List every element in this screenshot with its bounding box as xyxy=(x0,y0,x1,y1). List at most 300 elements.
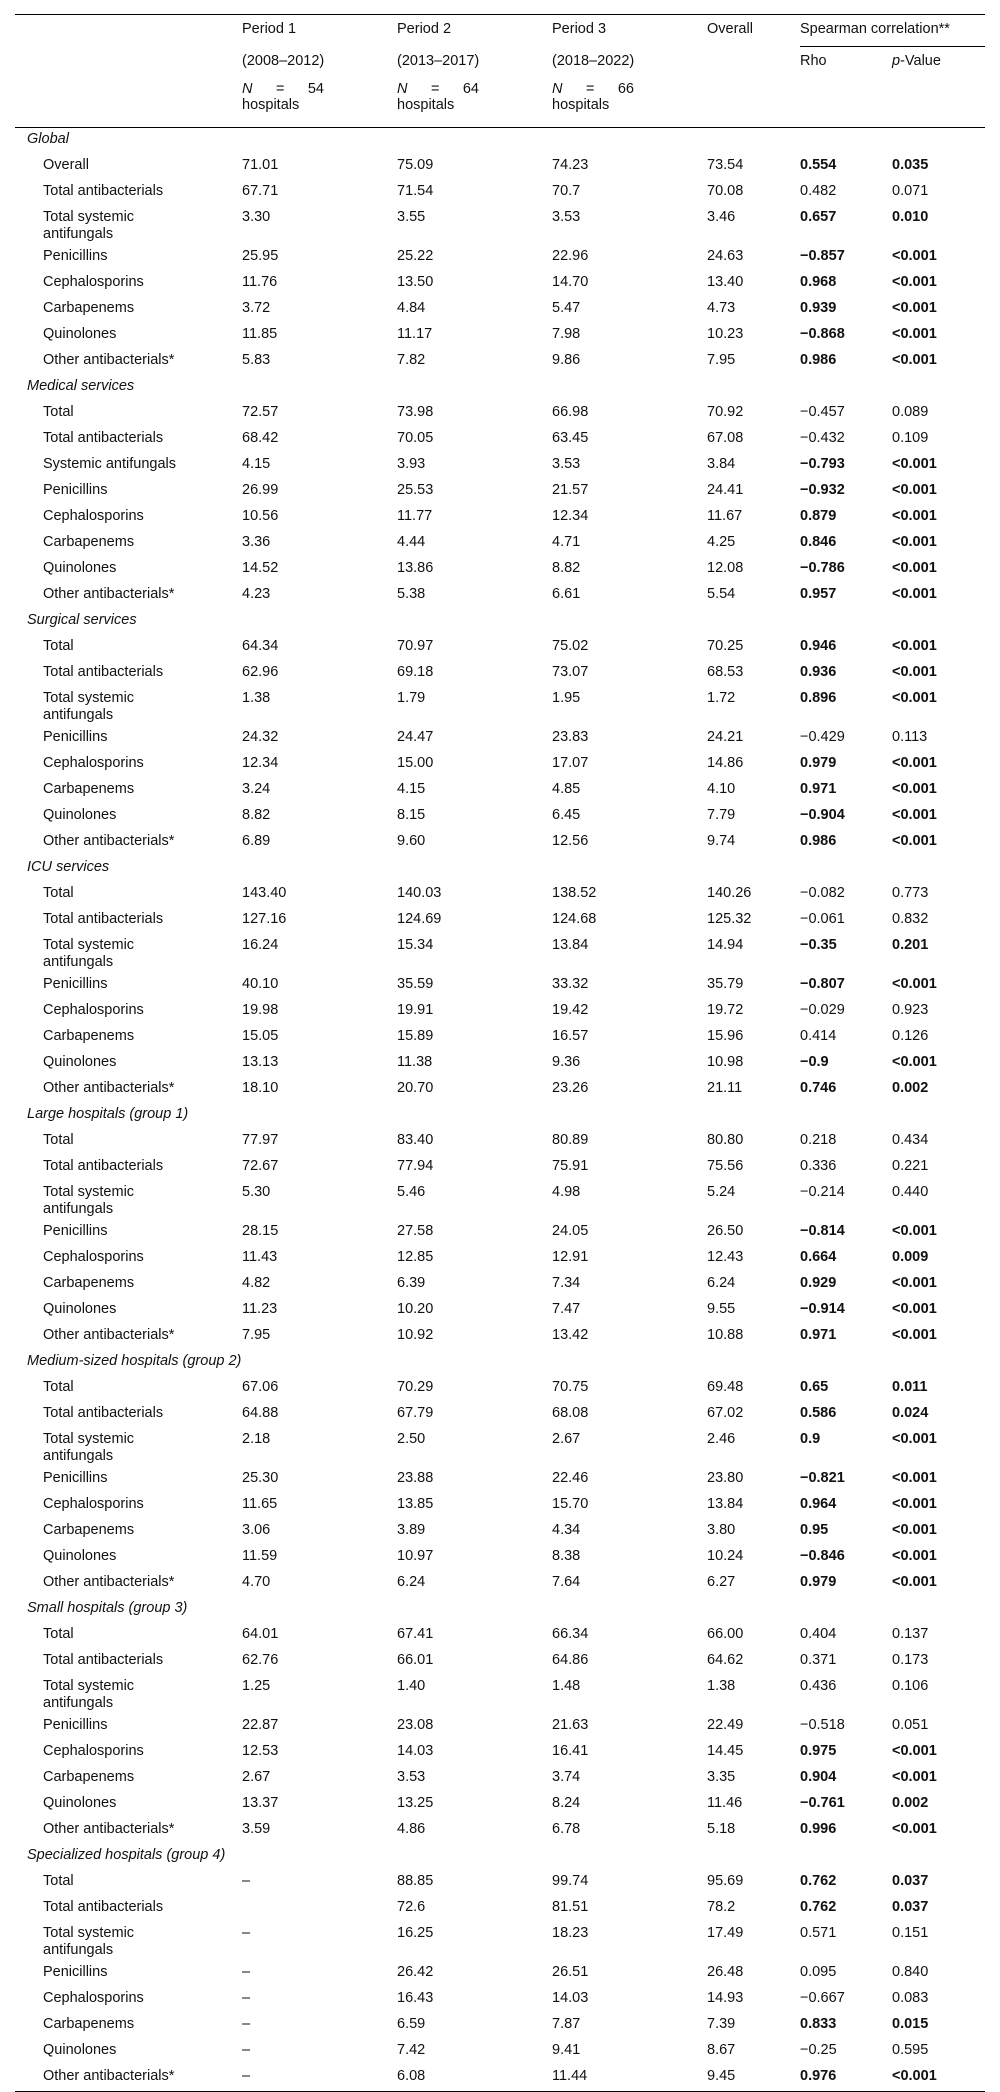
section-header-small-hospitals-group-3 xyxy=(15,1597,985,1623)
period-3-value: 68.08 xyxy=(552,1405,589,1421)
p-value: <0.001 xyxy=(892,274,937,290)
row-label: Cephalosporins xyxy=(43,274,144,290)
period-1-years: (2008–2012) xyxy=(242,52,325,69)
row-label: Cephalosporins xyxy=(43,1743,144,1759)
period-2-value: 77.94 xyxy=(397,1158,434,1174)
period-1-value: 14.52 xyxy=(242,560,279,576)
period-1-value: 72.67 xyxy=(242,1158,279,1174)
p-value: 0.151 xyxy=(892,1925,929,1941)
p-value: 0.440 xyxy=(892,1184,929,1200)
period-3-value: 124.68 xyxy=(552,911,597,927)
section-header-medium-sized-hospitals-group-2 xyxy=(15,1350,985,1376)
p-value: <0.001 xyxy=(892,1327,937,1343)
period-3-value: 9.36 xyxy=(552,1054,581,1070)
row-label: Quinolones xyxy=(43,560,117,576)
overall-value: 14.86 xyxy=(707,755,744,771)
period-2-value: 66.01 xyxy=(397,1652,434,1668)
period-1-value: 8.82 xyxy=(242,807,271,823)
rho-value: 0.957 xyxy=(800,586,837,602)
table-row xyxy=(15,1402,985,1428)
p-value: 0.137 xyxy=(892,1626,929,1642)
period-1-value: 11.23 xyxy=(242,1301,278,1317)
period-1-value: 25.30 xyxy=(242,1470,279,1486)
overall-value: 3.46 xyxy=(707,209,736,225)
overall-value: 95.69 xyxy=(707,1873,744,1889)
p-value: 0.011 xyxy=(892,1379,928,1395)
period-1-value: – xyxy=(242,1925,251,1941)
table-row xyxy=(15,2013,985,2039)
period-1-value: 4.23 xyxy=(242,586,271,602)
rho-value: 0.975 xyxy=(800,1743,837,1759)
row-label: Carbapenems xyxy=(43,1769,135,1785)
p-value: <0.001 xyxy=(892,976,937,992)
period-1-value: 3.72 xyxy=(242,300,271,316)
row-label: Total systemic antifungals xyxy=(43,690,135,723)
p-value: <0.001 xyxy=(892,2065,985,2092)
period-3-value: 23.26 xyxy=(552,1080,589,1096)
period-2-value: 27.58 xyxy=(397,1223,434,1239)
rho-value: −0.761 xyxy=(800,1795,845,1811)
p-value: <0.001 xyxy=(892,1431,937,1447)
table-row xyxy=(15,1129,985,1155)
period-3-value: 138.52 xyxy=(552,885,597,901)
p-value: <0.001 xyxy=(892,534,937,550)
p-value: <0.001 xyxy=(892,807,937,823)
period-1-value: 25.95 xyxy=(242,248,279,264)
section-title: Specialized hospitals (group 4) xyxy=(27,1847,226,1863)
period-1-value: 77.97 xyxy=(242,1132,279,1148)
p-value: <0.001 xyxy=(892,1470,937,1486)
spearman-header: Spearman correlation** xyxy=(800,15,985,47)
period-2-value: 14.03 xyxy=(397,1743,434,1759)
p-value: <0.001 xyxy=(892,833,937,849)
row-label: Other antibacterials* xyxy=(43,1574,175,1590)
rho-value: 0.657 xyxy=(800,209,837,225)
rho-value: 0.762 xyxy=(800,1899,837,1915)
overall-value: 26.50 xyxy=(707,1223,744,1239)
period-1-label: Period 1 xyxy=(242,15,397,47)
period-2-value: 20.70 xyxy=(397,1080,434,1096)
rho-value: 0.095 xyxy=(800,1964,837,1980)
row-label: Quinolones xyxy=(43,1054,117,1070)
period-1-value: 68.42 xyxy=(242,430,279,446)
overall-value: 4.73 xyxy=(707,300,736,316)
p-value: 0.201 xyxy=(892,937,929,953)
overall-value: 13.84 xyxy=(707,1496,744,1512)
row-label: Cephalosporins xyxy=(43,508,144,524)
period-1-value: 4.82 xyxy=(242,1275,271,1291)
period-2-value: 75.09 xyxy=(397,157,434,173)
row-label: Total antibacterials xyxy=(43,183,164,199)
section-header-large-hospitals-group-1 xyxy=(15,1103,985,1129)
rho-value: 0.336 xyxy=(800,1158,837,1174)
p-value: 0.109 xyxy=(892,430,929,446)
overall-value: 5.54 xyxy=(707,586,736,602)
row-label: Total antibacterials xyxy=(43,430,164,446)
period-3-value: 6.61 xyxy=(552,586,581,602)
row-label: Carbapenems xyxy=(43,534,135,550)
table-row xyxy=(15,1987,985,2013)
period-3-value: 75.91 xyxy=(552,1158,589,1174)
section-header-medical-services xyxy=(15,375,985,401)
period-2-value: 124.69 xyxy=(397,911,442,927)
period-3-value: 26.51 xyxy=(552,1964,589,1980)
period-3-value: 8.24 xyxy=(552,1795,581,1811)
row-label: Penicillins xyxy=(43,1964,108,1980)
row-label: Total xyxy=(43,1379,74,1395)
row-label: Total systemic antifungals xyxy=(43,1431,135,1464)
period-3-value: 70.75 xyxy=(552,1379,589,1395)
period-2-value: 3.93 xyxy=(397,456,426,472)
period-3-label: Period 3 xyxy=(552,15,707,47)
rho-value: 0.979 xyxy=(800,1574,837,1590)
rho-value: 0.929 xyxy=(800,1275,837,1291)
row-label: Total xyxy=(43,1132,74,1148)
rho-value: 0.986 xyxy=(800,352,837,368)
p-value: 0.071 xyxy=(892,183,929,199)
overall-value: 68.53 xyxy=(707,664,744,680)
table-row xyxy=(15,1051,985,1077)
p-value: 0.015 xyxy=(892,2016,929,2032)
period-2-value: 5.46 xyxy=(397,1184,426,1200)
row-label: Total xyxy=(43,638,74,654)
period-1-value: 7.95 xyxy=(242,1327,271,1343)
overall-value: 5.18 xyxy=(707,1821,736,1837)
antimicrobial-consumption-table xyxy=(15,14,985,2092)
period-2-value: 69.18 xyxy=(397,664,434,680)
period-2-value: 83.40 xyxy=(397,1132,434,1148)
p-value: <0.001 xyxy=(892,1223,937,1239)
period-2-value: 1.79 xyxy=(397,690,426,706)
row-label: Carbapenems xyxy=(43,1522,135,1538)
rho-value: −0.667 xyxy=(800,1990,845,2006)
table-row xyxy=(15,1623,985,1649)
p-value: <0.001 xyxy=(892,1522,937,1538)
table-row xyxy=(15,661,985,687)
period-1-value: 13.13 xyxy=(242,1054,279,1070)
period-3-value: 80.89 xyxy=(552,1132,589,1148)
section-header-specialized-hospitals-group-4 xyxy=(15,1844,985,1870)
table-row xyxy=(15,752,985,778)
overall-value: 1.38 xyxy=(707,1678,736,1694)
row-label: Total xyxy=(43,1626,74,1642)
period-1-value: 5.83 xyxy=(242,352,271,368)
period-1-value: 11.76 xyxy=(242,274,278,290)
row-label: Cephalosporins xyxy=(43,1496,144,1512)
table-row xyxy=(15,1896,985,1922)
period-2-value: 24.47 xyxy=(397,729,434,745)
overall-value: 70.08 xyxy=(707,183,744,199)
p-value: <0.001 xyxy=(892,781,937,797)
table-row xyxy=(15,1571,985,1597)
row-label: Penicillins xyxy=(43,976,108,992)
period-3-value: 74.23 xyxy=(552,157,589,173)
period-1-value: 71.01 xyxy=(242,157,279,173)
row-label: Quinolones xyxy=(43,807,117,823)
rho-value: −0.457 xyxy=(800,404,845,420)
period-2-value: 15.89 xyxy=(397,1028,434,1044)
period-2-value: 4.15 xyxy=(397,781,426,797)
row-label: Total antibacterials xyxy=(43,1158,164,1174)
p-value: 0.126 xyxy=(892,1028,929,1044)
p-value: <0.001 xyxy=(892,690,937,706)
overall-value: 2.46 xyxy=(707,1431,736,1447)
overall-value: 9.55 xyxy=(707,1301,736,1317)
rho-value: 0.404 xyxy=(800,1626,837,1642)
rho-value: 0.936 xyxy=(800,664,837,680)
period-2-value: 10.92 xyxy=(397,1327,434,1343)
table-row xyxy=(15,154,985,180)
rho-value: 0.833 xyxy=(800,2016,837,2032)
table-row xyxy=(15,1220,985,1246)
period-3-value: 22.96 xyxy=(552,248,589,264)
overall-value: 12.08 xyxy=(707,560,744,576)
p-value: <0.001 xyxy=(892,352,937,368)
table-row xyxy=(15,1519,985,1545)
rho-value: −0.932 xyxy=(800,482,845,498)
period-1-value: 26.99 xyxy=(242,482,279,498)
row-label: Carbapenems xyxy=(43,300,135,316)
rho-value: 0.586 xyxy=(800,1405,837,1421)
period-2-value: 15.00 xyxy=(397,755,434,771)
row-label: Other antibacterials* xyxy=(43,833,175,849)
period-3-value: 14.70 xyxy=(552,274,589,290)
overall-value: 140.26 xyxy=(707,885,752,901)
rho-value: −0.914 xyxy=(800,1301,845,1317)
table-row xyxy=(15,583,985,609)
table-row xyxy=(15,349,985,375)
table-row xyxy=(15,1792,985,1818)
rho-value: −0.429 xyxy=(800,729,845,745)
p-value: 0.009 xyxy=(892,1249,929,1265)
overall-value: 10.24 xyxy=(707,1548,744,1564)
period-3-value: 4.98 xyxy=(552,1184,581,1200)
period-1-value: 1.38 xyxy=(242,690,271,706)
table-row xyxy=(15,1649,985,1675)
period-2-value: 6.24 xyxy=(397,1574,426,1590)
p-value: 0.002 xyxy=(892,1080,929,1096)
period-2-value: 25.22 xyxy=(397,248,434,264)
row-label: Cephalosporins xyxy=(43,1002,144,1018)
rho-value: −0.432 xyxy=(800,430,845,446)
period-3-value: 99.74 xyxy=(552,1873,589,1889)
section-title: Surgical services xyxy=(27,612,137,628)
period-2-value: 16.43 xyxy=(397,1990,434,2006)
rho-value: −0.214 xyxy=(800,1184,845,1200)
table-row xyxy=(15,635,985,661)
overall-value: 7.79 xyxy=(707,807,736,823)
overall-value: 10.98 xyxy=(707,1054,744,1070)
period-2-value: 3.53 xyxy=(397,1769,426,1785)
row-label: Penicillins xyxy=(43,248,108,264)
period-1-value: 2.67 xyxy=(242,1769,271,1785)
period-2-value: 13.86 xyxy=(397,560,434,576)
period-1-value: 64.34 xyxy=(242,638,279,654)
period-3-value: 70.7 xyxy=(552,183,581,199)
table-row xyxy=(15,245,985,271)
p-value: <0.001 xyxy=(892,248,937,264)
overall-value: 1.72 xyxy=(707,690,736,706)
p-value: 0.173 xyxy=(892,1652,929,1668)
rho-value: 0.482 xyxy=(800,183,837,199)
table-row xyxy=(15,999,985,1025)
period-1-value: 3.06 xyxy=(242,1522,271,1538)
period-1-value: 40.10 xyxy=(242,976,279,992)
overall-value: 70.92 xyxy=(707,404,744,420)
table-row xyxy=(15,1025,985,1051)
period-2-value: 71.54 xyxy=(397,183,434,199)
period-2-label: Period 2 xyxy=(397,15,552,47)
period-1-value: 5.30 xyxy=(242,1184,271,1200)
table-row xyxy=(15,1272,985,1298)
table-row xyxy=(15,1714,985,1740)
row-label: Total antibacterials xyxy=(43,911,164,927)
period-1-value: – xyxy=(242,2016,251,2032)
period-2-value: 2.50 xyxy=(397,1431,426,1447)
period-1-value: 72.57 xyxy=(242,404,279,420)
period-3-value: 5.47 xyxy=(552,300,581,316)
p-value: 0.923 xyxy=(892,1002,929,1018)
period-3-value: 6.45 xyxy=(552,807,581,823)
rho-value: 0.971 xyxy=(800,781,837,797)
period-2-value: 16.25 xyxy=(397,1925,434,1941)
rho-value: 0.746 xyxy=(800,1080,837,1096)
period-2-value: 8.15 xyxy=(397,807,426,823)
period-2-value: 73.98 xyxy=(397,404,434,420)
period-3-value: 66.34 xyxy=(552,1626,589,1642)
period-3-value: 14.03 xyxy=(552,1990,589,2006)
p-value: <0.001 xyxy=(892,1574,937,1590)
rho-value: 0.371 xyxy=(800,1652,837,1668)
period-2-value: 88.85 xyxy=(397,1873,434,1889)
period-1-value: 19.98 xyxy=(242,1002,279,1018)
table-row xyxy=(15,1493,985,1519)
overall-value: 17.49 xyxy=(707,1925,744,1941)
section-header-icu-services xyxy=(15,856,985,882)
overall-value: 35.79 xyxy=(707,976,744,992)
period-2-value: 140.03 xyxy=(397,885,442,901)
period-1-value: 3.36 xyxy=(242,534,271,550)
table-row xyxy=(15,1077,985,1103)
period-3-value: 13.84 xyxy=(552,937,589,953)
rho-header: Rho xyxy=(800,53,827,69)
pvalue-header: p-Value xyxy=(892,53,941,69)
section-header-global xyxy=(15,128,985,155)
period-2-value: 19.91 xyxy=(397,1002,434,1018)
period-2-value: 70.05 xyxy=(397,430,434,446)
period-3-value: 6.78 xyxy=(552,1821,581,1837)
period-1-value: 1.25 xyxy=(242,1678,271,1694)
table-row xyxy=(15,1545,985,1571)
period-2-value: 23.88 xyxy=(397,1470,434,1486)
rho-value: −0.786 xyxy=(800,560,845,576)
period-1-value: 3.59 xyxy=(242,1821,271,1837)
row-label: Total systemic antifungals xyxy=(43,1184,135,1217)
p-value: 0.089 xyxy=(892,404,929,420)
period-3-value: 21.57 xyxy=(552,482,589,498)
p-value: <0.001 xyxy=(892,1769,937,1785)
table-body xyxy=(15,128,985,2092)
period-2-value: 9.60 xyxy=(397,833,426,849)
rho-value: 0.996 xyxy=(800,1821,837,1837)
period-2-value: 72.6 xyxy=(397,1899,426,1915)
period-2-value: 70.97 xyxy=(397,638,434,654)
period-1-value: – xyxy=(242,1964,251,1980)
overall-value: 13.40 xyxy=(707,274,744,290)
p-value: 0.434 xyxy=(892,1132,929,1148)
period-3-value: 4.71 xyxy=(552,534,581,550)
table-row xyxy=(15,1922,985,1961)
overall-value: 5.24 xyxy=(707,1184,736,1200)
table-row xyxy=(15,804,985,830)
section-title: Global xyxy=(27,131,69,147)
overall-value: 7.95 xyxy=(707,352,736,368)
period-3-value: 8.38 xyxy=(552,1548,581,1564)
overall-value: 3.80 xyxy=(707,1522,736,1538)
period-3-value: 3.53 xyxy=(552,209,581,225)
table-row xyxy=(15,531,985,557)
period-3-value: 16.57 xyxy=(552,1028,589,1044)
overall-value: 78.2 xyxy=(707,1899,736,1915)
period-3-value: 21.63 xyxy=(552,1717,589,1733)
row-label: Total antibacterials xyxy=(43,1652,164,1668)
table-row xyxy=(15,1467,985,1493)
period-1-value: 11.59 xyxy=(242,1548,278,1564)
period-2-value: 3.55 xyxy=(397,209,426,225)
period-2-value: 5.38 xyxy=(397,586,426,602)
period-1-value: 10.56 xyxy=(242,508,279,524)
p-value: 0.002 xyxy=(892,1795,929,1811)
period-1-value: – xyxy=(242,2042,251,2058)
row-label: Carbapenems xyxy=(43,1275,135,1291)
period-3-value: 2.67 xyxy=(552,1431,581,1447)
overall-value: 6.24 xyxy=(707,1275,736,1291)
overall-value: 7.39 xyxy=(707,2016,736,2032)
section-title: Small hospitals (group 3) xyxy=(27,1600,188,1616)
rho-value: 0.436 xyxy=(800,1678,837,1694)
period-3-value: 4.85 xyxy=(552,781,581,797)
row-label: Other antibacterials* xyxy=(43,1327,175,1343)
period-2-value: 6.39 xyxy=(397,1275,426,1291)
rho-value: 0.964 xyxy=(800,1496,837,1512)
period-3-years: (2018–2022) xyxy=(552,52,635,69)
table-row xyxy=(15,271,985,297)
rho-value: 0.986 xyxy=(800,833,837,849)
overall-value: 24.21 xyxy=(707,729,744,745)
p-value: 0.113 xyxy=(892,729,928,745)
period-1-value: – xyxy=(242,1990,251,2006)
table-row xyxy=(15,882,985,908)
overall-value: 10.23 xyxy=(707,326,744,342)
period-3-value: 18.23 xyxy=(552,1925,589,1941)
overall-value: 14.45 xyxy=(707,1743,744,1759)
overall-value: 3.84 xyxy=(707,456,736,472)
p-value: <0.001 xyxy=(892,508,937,524)
period-2-value: 7.42 xyxy=(397,2042,426,2058)
period-3-value: 9.41 xyxy=(552,2042,581,2058)
period-1-value: 143.40 xyxy=(242,885,287,901)
overall-value: 3.35 xyxy=(707,1769,736,1785)
rho-value: −0.082 xyxy=(800,885,845,901)
row-label: Carbapenems xyxy=(43,1028,135,1044)
period-2-value: 67.79 xyxy=(397,1405,434,1421)
period-1-value: 12.53 xyxy=(242,1743,279,1759)
p-value: <0.001 xyxy=(892,664,937,680)
row-label: Overall xyxy=(43,157,89,173)
overall-value: 22.49 xyxy=(707,1717,744,1733)
row-label: Carbapenems xyxy=(43,781,135,797)
overall-value: 4.25 xyxy=(707,534,736,550)
